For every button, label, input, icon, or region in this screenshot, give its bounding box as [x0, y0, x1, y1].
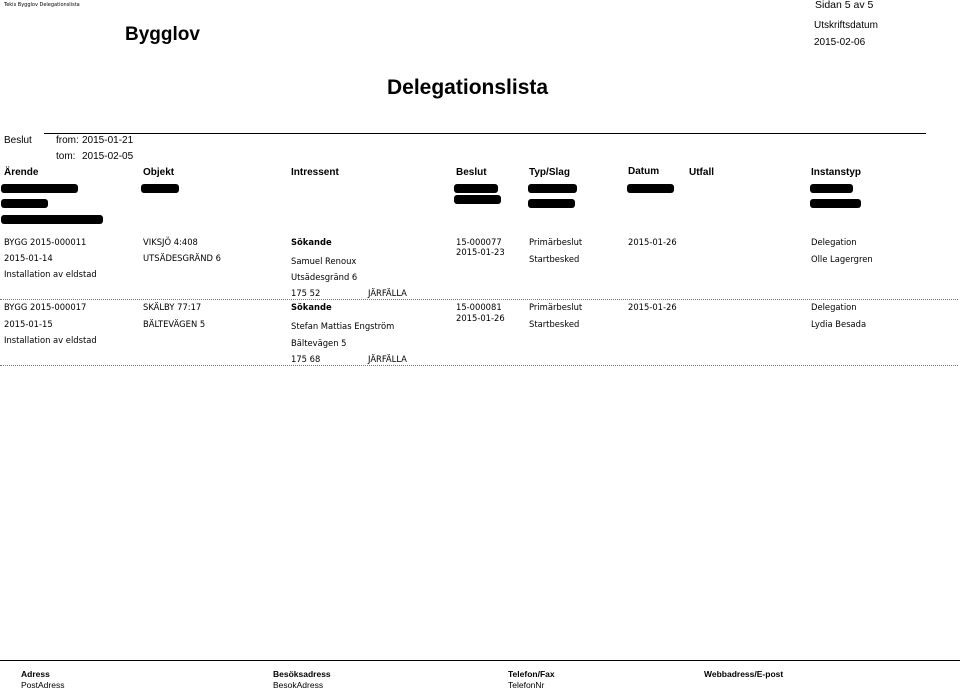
row-divider [0, 365, 958, 366]
col-beslut: Beslut [456, 167, 487, 178]
decision-date-column: 2015-01-26 [628, 302, 677, 312]
stakeholder-role: Sökande [291, 237, 332, 247]
print-date-value: 2015-02-06 [814, 37, 866, 48]
decision-number: 15-000081 [456, 302, 502, 312]
decision-date: 2015-01-26 [456, 313, 505, 323]
footer-address-label: Adress [21, 669, 50, 679]
col-intressent: Intressent [291, 167, 339, 178]
object-street: UTSÄDESGRÄND 6 [143, 253, 221, 263]
print-date-label: Utskriftsdatum [814, 20, 878, 31]
object-street: BÄLTEVÄGEN 5 [143, 319, 206, 329]
case-date: 2015-01-15 [4, 319, 53, 329]
case-description: Installation av eldstad [4, 269, 97, 279]
page-indicator: Sidan 5 av 5 [815, 0, 874, 11]
footer-visit-value: BesokAdress [273, 680, 324, 690]
filter-label: Beslut [4, 135, 32, 146]
filter-to-label: tom: [56, 151, 76, 162]
col-objekt: Objekt [143, 167, 175, 178]
object-designation: VIKSJÖ 4:408 [143, 237, 198, 247]
filter-rule [44, 133, 926, 134]
stakeholder-postcode: 175 52 [291, 288, 321, 298]
decision-date-column: 2015-01-26 [628, 237, 677, 247]
stakeholder-city: JÄRFÄLLA [368, 354, 407, 364]
redaction-block [454, 184, 498, 193]
redaction-block [528, 184, 577, 193]
stakeholder-name: Samuel Renoux [291, 256, 357, 266]
row-divider [0, 299, 958, 300]
footer-web-label: Webbadress/E-post [704, 669, 784, 679]
case-description: Installation av eldstad [4, 335, 97, 345]
footer-visit-label: Besöksadress [273, 669, 331, 679]
redaction-block [810, 199, 861, 208]
col-instanstyp: Instanstyp [811, 167, 862, 178]
decision-type: Primärbeslut [529, 302, 583, 312]
col-typ-slag: Typ/Slag [529, 167, 570, 178]
footer-rule [0, 660, 960, 661]
report-source-label: Tekis Bygglov Delegationslista [4, 2, 80, 8]
object-designation: SKÄLBY 77:17 [143, 302, 202, 312]
redaction-block [528, 199, 575, 208]
decision-date: 2015-01-23 [456, 247, 505, 257]
instance-type: Delegation [811, 302, 857, 312]
col-datum: Datum [628, 166, 660, 177]
decision-kind: Startbesked [529, 254, 580, 264]
redaction-block [141, 184, 179, 193]
filter-to-value: 2015-02-05 [82, 151, 134, 162]
stakeholder-role: Sökande [291, 302, 332, 312]
case-officer: Olle Lagergren [811, 254, 873, 264]
app-title: Bygglov [125, 24, 200, 45]
stakeholder-postcode: 175 68 [291, 354, 321, 364]
instance-type: Delegation [811, 237, 857, 247]
stakeholder-street: Utsädesgränd 6 [291, 272, 358, 282]
case-number: BYGG 2015-000011 [4, 237, 87, 247]
col-utfall: Utfall [689, 167, 714, 178]
redaction-block [627, 184, 674, 193]
decision-kind: Startbesked [529, 319, 580, 329]
redaction-block [810, 184, 853, 193]
redaction-block [1, 215, 103, 224]
footer-phone-value: TelefonNr [508, 680, 545, 690]
filter-from-value: 2015-01-21 [82, 135, 134, 146]
decision-type: Primärbeslut [529, 237, 583, 247]
footer-address-value: PostAdress [21, 680, 65, 690]
decision-number: 15-000077 [456, 237, 502, 247]
filter-from-label: from: [56, 135, 79, 146]
footer-phone-label: Telefon/Fax [508, 669, 555, 679]
stakeholder-name: Stefan Mattias Engström [291, 321, 395, 331]
redaction-block [1, 184, 78, 193]
stakeholder-street: Bältevägen 5 [291, 338, 347, 348]
redaction-block [1, 199, 48, 208]
stakeholder-city: JÄRFÄLLA [368, 288, 407, 298]
page-title: Delegationslista [387, 76, 549, 99]
case-officer: Lydia Besada [811, 319, 867, 329]
redaction-block [454, 195, 501, 204]
col-arende: Ärende [4, 167, 39, 178]
case-date: 2015-01-14 [4, 253, 53, 263]
case-number: BYGG 2015-000017 [4, 302, 87, 312]
